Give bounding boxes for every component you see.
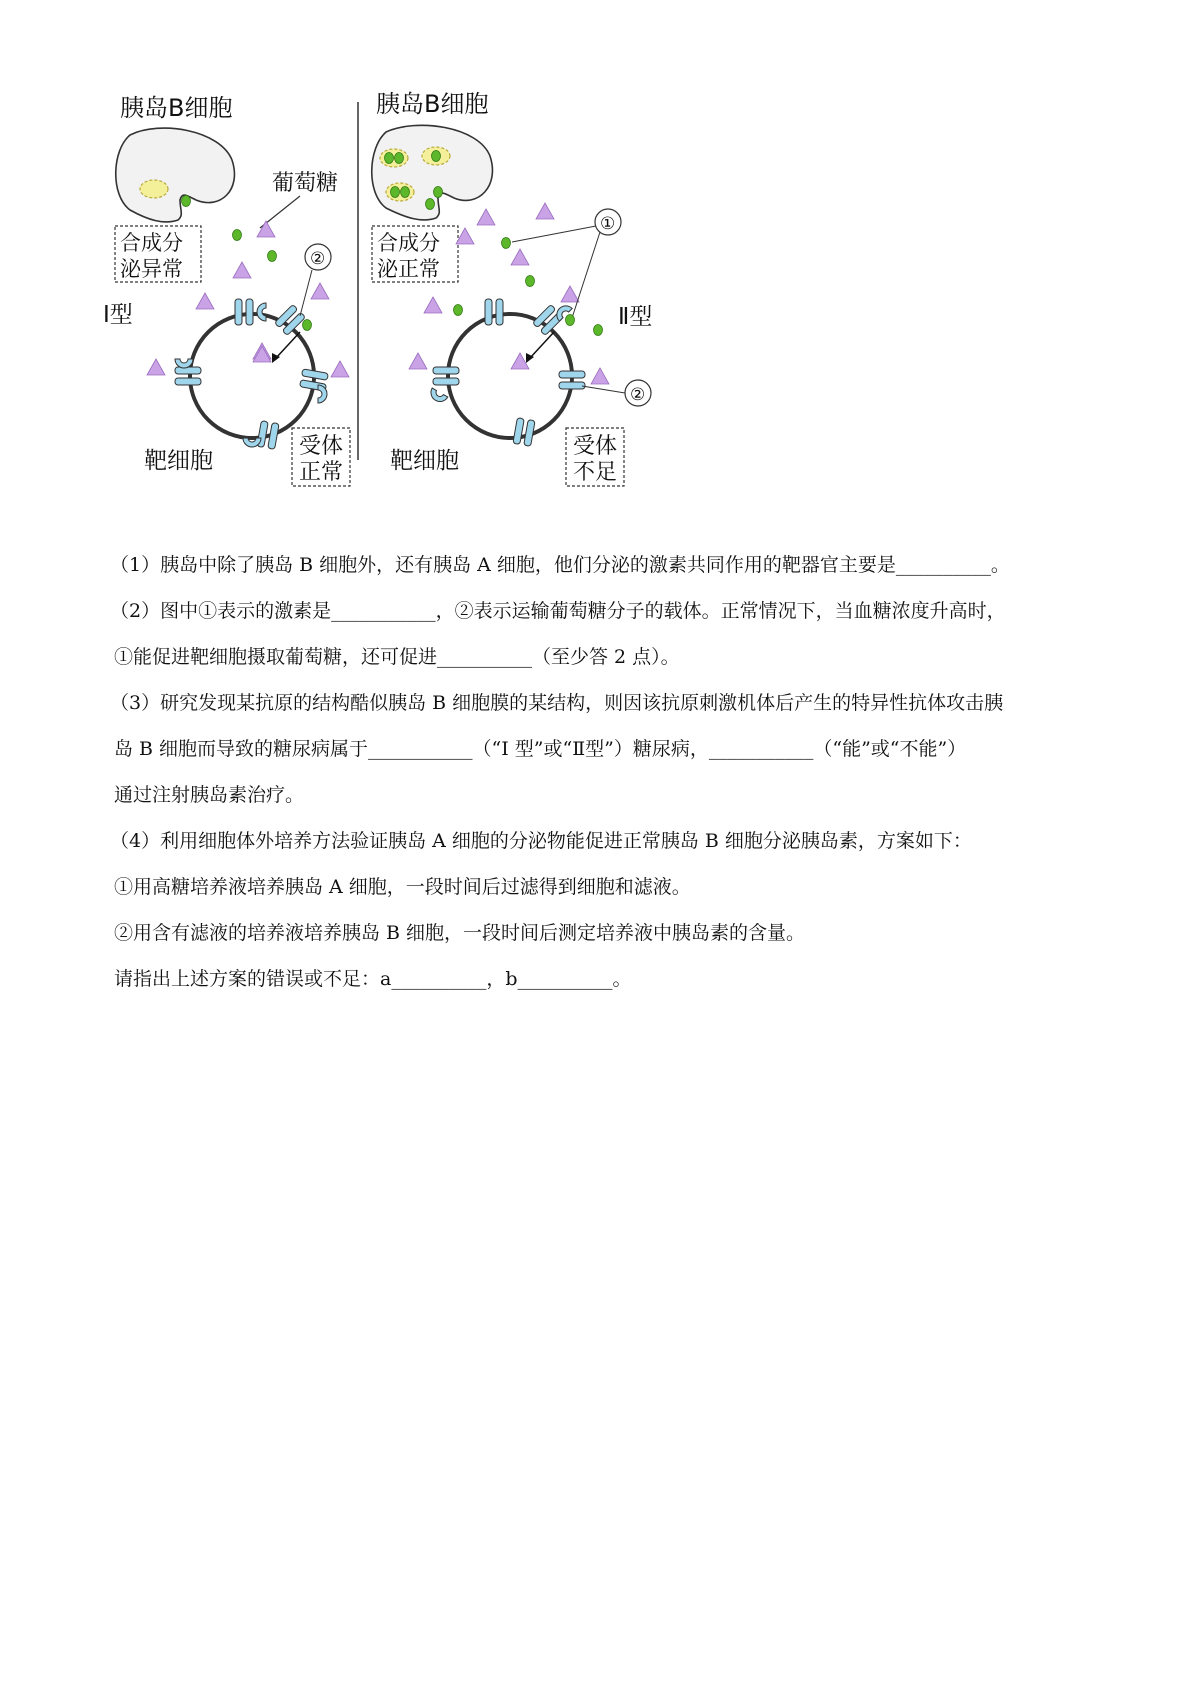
left-cell-label: 胰岛B细胞 bbox=[120, 94, 233, 122]
right-vesicle-granule bbox=[401, 187, 410, 198]
right-insulin-granule bbox=[454, 305, 463, 316]
right-bound-insulin bbox=[566, 315, 575, 326]
right-secretion-text-2: 泌正常 bbox=[377, 257, 440, 281]
left-marker-2: ② bbox=[310, 249, 326, 269]
right-marker-1: ① bbox=[600, 214, 616, 234]
left-granule bbox=[233, 230, 242, 241]
question-block bbox=[110, 542, 1110, 1002]
left-receptor-text-1: 受体 bbox=[299, 434, 344, 459]
right-marker-1-pointer-a bbox=[512, 226, 596, 242]
left-glucose-triangle bbox=[147, 359, 165, 375]
type-1-label: Ⅰ型 bbox=[103, 302, 133, 328]
right-marker-2: ② bbox=[630, 385, 646, 405]
right-glucose-triangle bbox=[409, 353, 427, 369]
question-3-line-3: 通过注射胰岛素治疗。 bbox=[114, 784, 305, 806]
question-3-line-2: 岛 B 细胞而导致的糖尿病属于___________（“I 型”或“Ⅱ型”）糖尿病，___________（“能”或“不能”） bbox=[114, 738, 967, 760]
left-glucose-channel bbox=[274, 304, 305, 335]
right-receptor-text-2: 不足 bbox=[573, 460, 618, 485]
question-3-line-1: （3）研究发现某抗原的结构酷似胰岛 B 细胞膜的某结构，则因该抗原刺激机体后产生的特异性抗体攻击胰 bbox=[110, 692, 1004, 714]
right-vesicle-granule bbox=[385, 153, 394, 164]
left-glucose-triangle bbox=[331, 361, 349, 377]
right-glucose-triangle bbox=[536, 203, 554, 219]
right-glucose-channel bbox=[513, 418, 535, 447]
left-granule bbox=[268, 251, 277, 262]
right-secretion-text-1: 合成分 bbox=[377, 231, 440, 255]
question-4-answer-line: 请指出上述方案的错误或不足：a__________，b__________。 bbox=[114, 968, 632, 990]
right-vesicle-granule bbox=[391, 187, 400, 198]
left-glucose-channel bbox=[235, 299, 253, 325]
right-glucose-triangle bbox=[477, 209, 495, 225]
right-glucose-triangle bbox=[424, 297, 442, 313]
question-4-step-1: ①用高糖培养液培养胰岛 A 细胞，一段时间后过滤得到细胞和滤液。 bbox=[114, 876, 691, 898]
type-2-label: Ⅱ型 bbox=[618, 304, 653, 330]
left-marker-2-pointer bbox=[300, 270, 312, 316]
left-insulin-granule bbox=[182, 196, 191, 207]
left-glucose-triangle bbox=[233, 262, 251, 278]
glucose-label: 葡萄糖 bbox=[272, 171, 339, 196]
question-1: （1）胰岛中除了胰岛 B 细胞外，还有胰岛 A 细胞，他们分泌的激素共同作用的靶器官主要是__________。 bbox=[110, 554, 1010, 576]
left-receptor-text-2: 正常 bbox=[299, 460, 344, 485]
left-glucose-triangle bbox=[257, 221, 275, 237]
left-target-label: 靶细胞 bbox=[144, 448, 213, 474]
diagram-svg bbox=[100, 80, 740, 540]
left-transport-arrow bbox=[276, 332, 300, 358]
question-2-line-1: （2）图中①表示的激素是___________，②表示运输葡萄糖分子的载体。正常情况下，当血糖浓度升高时， bbox=[110, 600, 1006, 622]
right-insulin-granule bbox=[502, 238, 511, 249]
right-insulin-receptor bbox=[428, 388, 448, 405]
left-bound-insulin bbox=[303, 320, 312, 331]
right-vesicle-granule bbox=[395, 153, 404, 164]
right-glucose-channel bbox=[485, 299, 503, 325]
right-cell-label: 胰岛B细胞 bbox=[376, 90, 489, 118]
right-glucose-triangle bbox=[456, 228, 474, 244]
question-2-line-2: ①能促进靶细胞摄取葡萄糖，还可促进__________（至少答 2 点）。 bbox=[114, 646, 680, 668]
left-b-cell bbox=[116, 128, 235, 222]
question-4-step-2: ②用含有滤液的培养液培养胰岛 B 细胞，一段时间后测定培养液中胰岛素的含量。 bbox=[114, 922, 806, 944]
right-insulin-granule bbox=[594, 325, 603, 336]
right-granule bbox=[426, 199, 435, 210]
right-target-label: 靶细胞 bbox=[390, 448, 459, 474]
right-glucose-triangle bbox=[561, 286, 579, 302]
right-glucose-triangle bbox=[591, 368, 609, 384]
left-target-cell-outer bbox=[190, 314, 314, 438]
right-receptor-text-1: 受体 bbox=[573, 434, 618, 459]
left-secretion-text-1: 合成分 bbox=[120, 231, 183, 255]
right-marker-2-pointer bbox=[582, 386, 625, 393]
right-insulin-granule bbox=[526, 276, 535, 287]
left-glucose-triangle bbox=[196, 293, 214, 309]
right-marker-1-pointer-b bbox=[572, 232, 600, 318]
question-4-line-1: （4）利用细胞体外培养方法验证胰岛 A 细胞的分泌物能促进正常胰岛 B 细胞分泌胰岛素，方案如下： bbox=[110, 830, 972, 852]
right-glucose-triangle bbox=[511, 249, 529, 265]
left-vesicle bbox=[140, 180, 168, 198]
right-granule bbox=[434, 187, 443, 198]
left-secretion-text-2: 泌异常 bbox=[120, 257, 183, 281]
diabetes-diagram bbox=[100, 80, 740, 540]
right-vesicle-granule bbox=[432, 151, 441, 162]
left-target-cell-inner bbox=[193, 317, 311, 435]
right-transport-arrow bbox=[530, 332, 554, 358]
left-glucose-triangle bbox=[311, 283, 329, 299]
